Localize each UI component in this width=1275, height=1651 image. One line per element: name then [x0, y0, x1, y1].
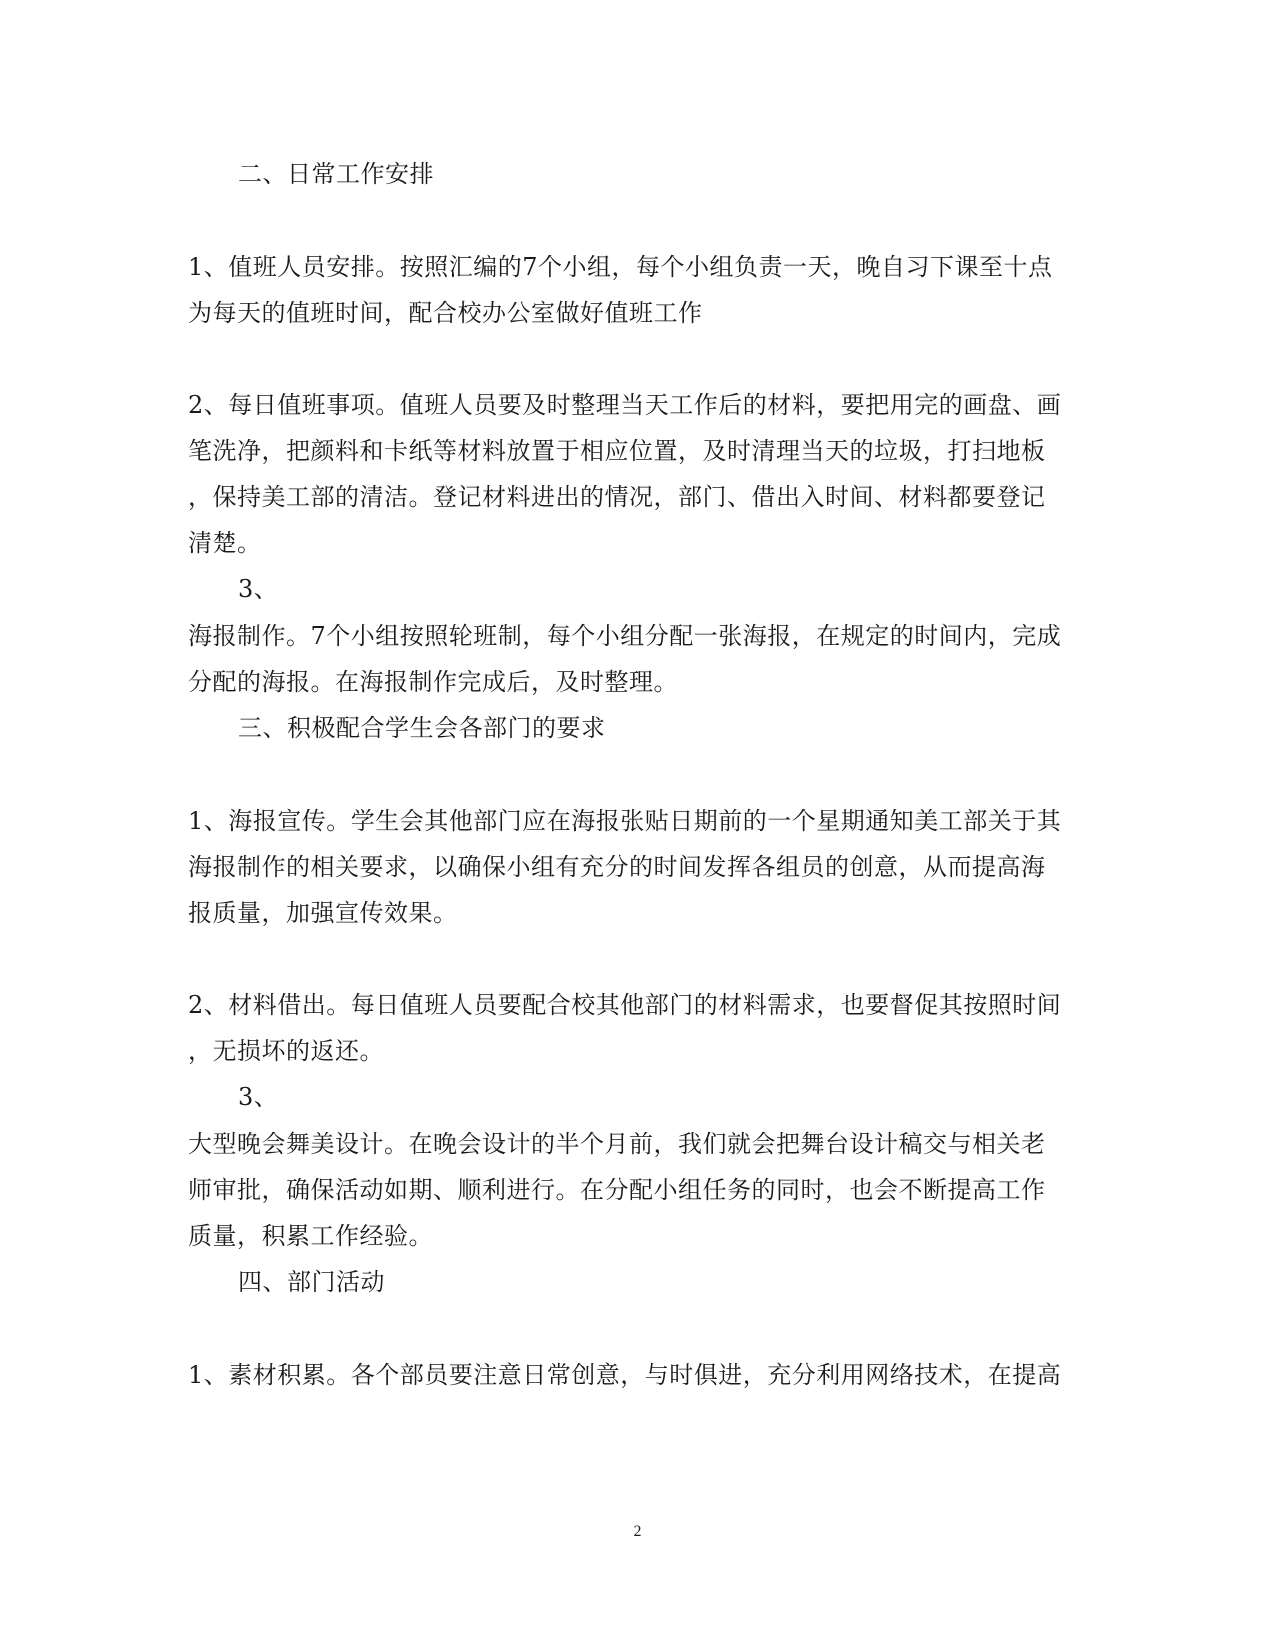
- paragraph-line: 2、材料借出。每日值班人员要配合校其他部门的材料需求，也要督促其按照时间: [188, 991, 1062, 1019]
- section-heading-2: 二、日常工作安排: [238, 160, 434, 188]
- paragraph-line: 为每天的值班时间，配合校办公室做好值班工作: [188, 299, 703, 327]
- paragraph-line: 师审批，确保活动如期、顺利进行。在分配小组任务的同时，也会不断提高工作: [188, 1176, 1046, 1204]
- paragraph-line: 1、海报宣传。学生会其他部门应在海报张贴日期前的一个星期通知美工部关于其: [188, 807, 1062, 835]
- section-heading-4: 四、部门活动: [238, 1268, 385, 1296]
- paragraph-line: 质量，积累工作经验。: [188, 1222, 433, 1250]
- paragraph-line: 2、每日值班事项。值班人员要及时整理当天工作后的材料，要把用完的画盘、画: [188, 391, 1062, 419]
- paragraph-line: 分配的海报。在海报制作完成后，及时整理。: [188, 668, 678, 696]
- paragraph-line: 笔洗净，把颜料和卡纸等材料放置于相应位置，及时清理当天的垃圾，打扫地板: [188, 437, 1046, 465]
- paragraph-line: 海报制作的相关要求，以确保小组有充分的时间发挥各组员的创意，从而提高海: [188, 853, 1046, 881]
- paragraph-line: ，无损坏的返还。: [188, 1037, 384, 1065]
- item-number: 3、: [238, 1083, 279, 1111]
- page-number: 2: [633, 1523, 642, 1540]
- paragraph-line: 报质量，加强宣传效果。: [188, 899, 458, 927]
- paragraph-line: 海报制作。7个小组按照轮班制，每个小组分配一张海报，在规定的时间内，完成: [188, 622, 1062, 650]
- paragraph-line: 1、素材积累。各个部员要注意日常创意，与时俱进，充分利用网络技术，在提高: [188, 1361, 1062, 1389]
- paragraph-line: 1、值班人员安排。按照汇编的7个小组，每个小组负责一天，晚自习下课至十点: [188, 253, 1053, 281]
- section-heading-3: 三、积极配合学生会各部门的要求: [238, 714, 606, 742]
- paragraph-line: ，保持美工部的清洁。登记材料进出的情况，部门、借出入时间、材料都要登记: [188, 483, 1046, 511]
- paragraph-line: 清楚。: [188, 529, 262, 557]
- item-number: 3、: [238, 575, 279, 603]
- paragraph-line: 大型晚会舞美设计。在晚会设计的半个月前，我们就会把舞台设计稿交与相关老: [188, 1130, 1046, 1158]
